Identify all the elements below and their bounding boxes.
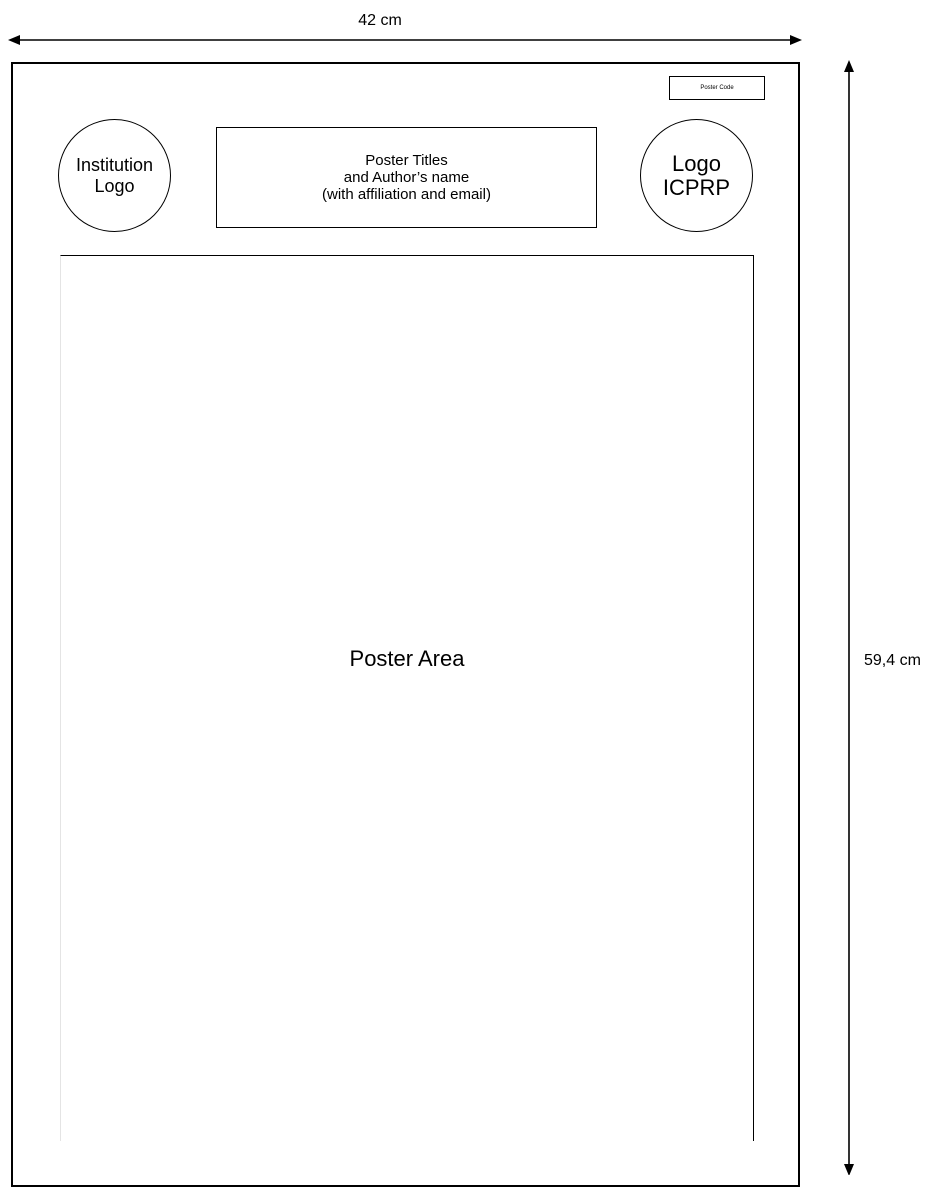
width-dimension-label: 42 cm: [358, 12, 402, 29]
title-line-3: (with affiliation and email): [322, 186, 491, 203]
title-line-2: and Author’s name: [343, 169, 470, 186]
poster-area-label: Poster Area: [349, 646, 465, 671]
width-arrow: [8, 35, 802, 45]
poster-title-box: [216, 127, 597, 228]
height-arrow: [844, 60, 854, 1175]
icprp-logo-placeholder: [640, 119, 753, 232]
institution-logo-placeholder: [58, 119, 171, 232]
poster-code-label: Poster Code: [700, 85, 734, 91]
icprp-logo-label: Logo ICPRP: [662, 150, 731, 200]
title-line-1: Poster Titles: [365, 152, 448, 169]
height-dimension-label: 59,4 cm: [864, 652, 921, 669]
institution-logo-label: Institution Logo: [75, 154, 154, 196]
poster-area: [60, 255, 754, 1141]
poster-code-box: [669, 76, 765, 100]
